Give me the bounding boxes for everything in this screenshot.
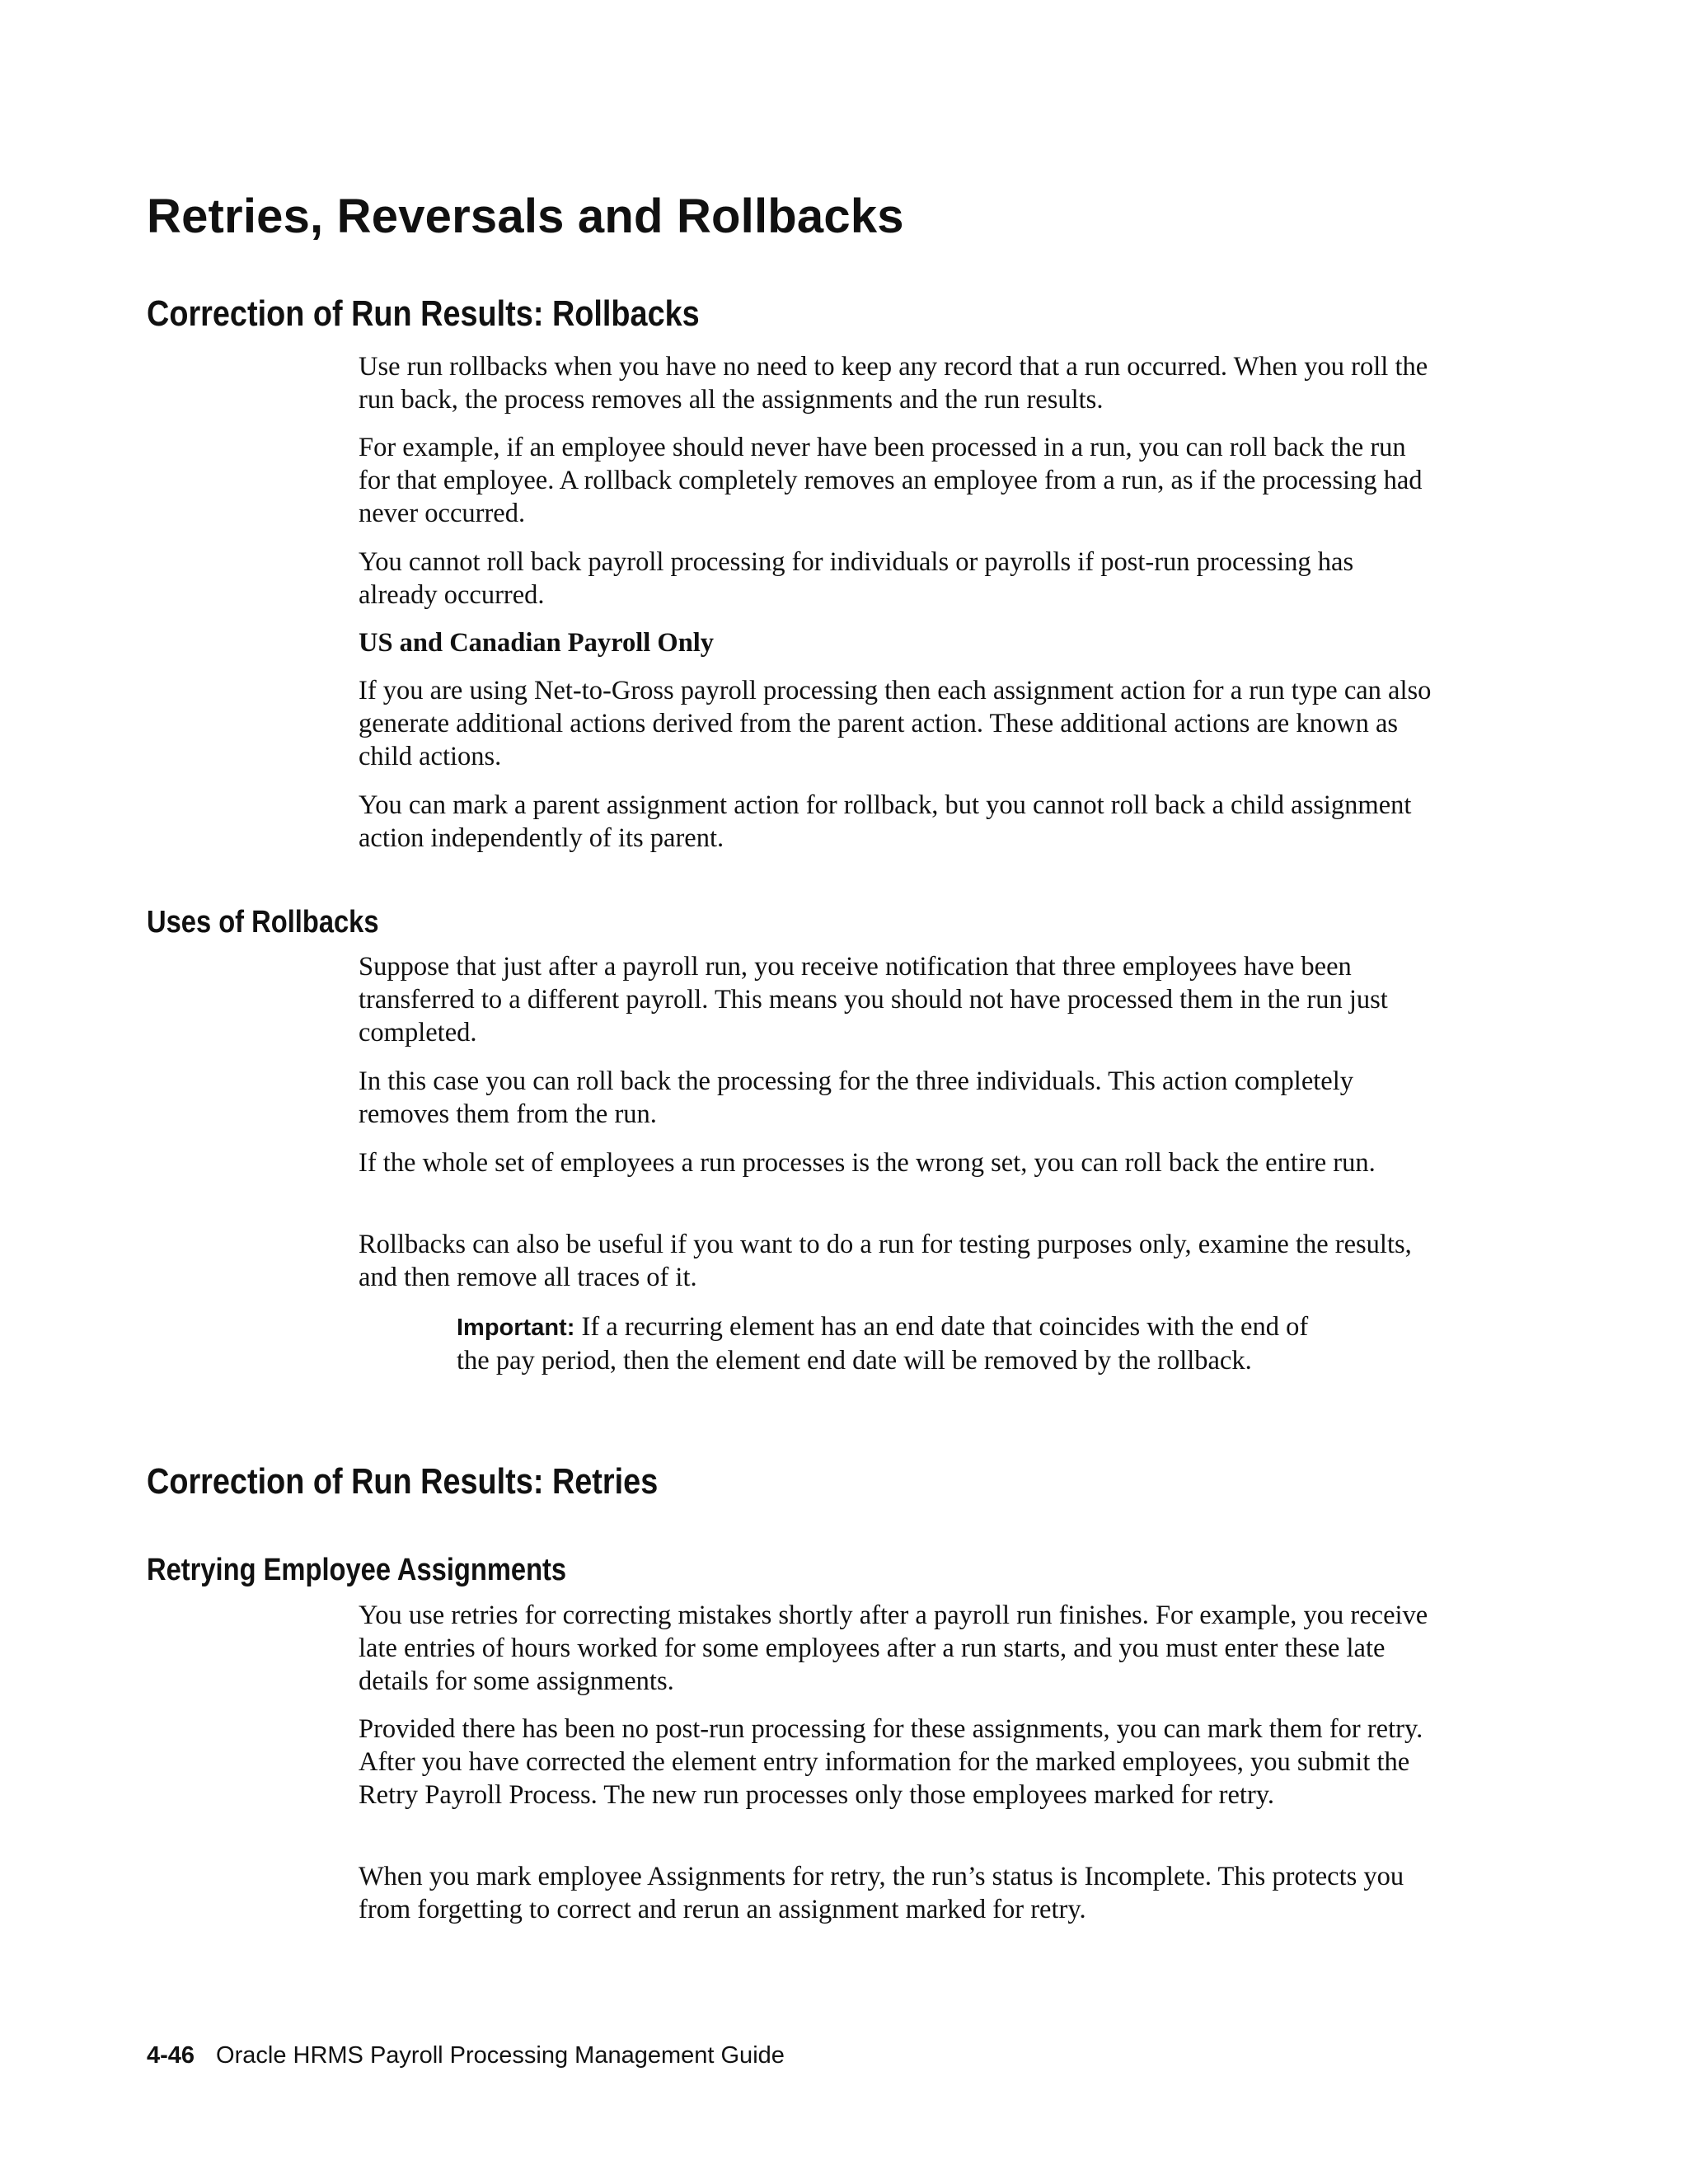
important-note-text: If a recurring element has an end date that coincides with the end of the pay period, then the element end date will be removed by the rollback.	[457, 1312, 1309, 1376]
paragraph: Suppose that just after a payroll run, you receive notification that three employees have been transferred to a different payroll. This means you should not have processed them in the run just completed.	[359, 952, 1388, 1047]
paragraph: Use run rollbacks when you have no need to keep any record that a run occurred. When you roll the run back, the process removes all the assignments and the run results.	[359, 352, 1428, 415]
paragraph: Rollbacks can also be useful if you want to do a run for testing purposes only, examine the results, and then remove all traces of it.	[359, 1230, 1412, 1292]
section-heading-retries: Correction of Run Results: Retries	[147, 1461, 659, 1502]
paragraph: You cannot roll back payroll processing for individuals or payrolls if post-run processing has already occurred.	[359, 547, 1354, 610]
subheading-us-canadian: US and Canadian Payroll Only	[359, 628, 715, 658]
paragraph: You can mark a parent assignment action for rollback, but you cannot roll back a child assignment action independently of its parent.	[359, 790, 1412, 853]
paragraph: If the whole set of employees a run processes is the wrong set, you can roll back the entire run.	[359, 1148, 1376, 1178]
section-heading-rollbacks: Correction of Run Results: Rollbacks	[147, 293, 700, 334]
paragraph: You use retries for correcting mistakes shortly after a payroll run finishes. For example, you receive late entries of hours worked for some employees after a run starts, and you must enter these late details for some assignments.	[359, 1601, 1428, 1696]
section-heading-retrying-assignments: Retrying Employee Assignments	[147, 1553, 567, 1587]
paragraph: In this case you can roll back the processing for the three individuals. This action completely removes them from the run.	[359, 1066, 1353, 1129]
chapter-title: Retries, Reversals and Rollbacks	[147, 190, 904, 243]
paragraph: Provided there has been no post-run processing for these assignments, you can mark them for retry. After you have corrected the element entry information for the marked employees, you submit the Retry Payroll Process. The new run processes only those employees marked for retry.	[359, 1714, 1423, 1810]
page-footer	[147, 2041, 785, 2070]
footer-page-number: 4-46	[147, 2042, 195, 2069]
section-heading-uses-of-rollbacks: Uses of Rollbacks	[147, 905, 379, 940]
paragraph: If you are using Net-to-Gross payroll processing then each assignment action for a run type can also generate additional actions derived from the parent action. These additional actions are known as child actions.	[359, 676, 1432, 771]
paragraph: For example, if an employee should never have been processed in a run, you can roll back the run for that employee. A rollback completely removes an employee from a run, as if the processing had never occurred.	[359, 433, 1423, 528]
footer-book-title: Oracle HRMS Payroll Processing Management Guide	[216, 2042, 785, 2069]
important-note-label: Important:	[457, 1315, 575, 1341]
paragraph: When you mark employee Assignments for retry, the run’s status is Incomplete. This protects you from forgetting to correct and rerun an assignment marked for retry.	[359, 1862, 1404, 1924]
important-note	[457, 1310, 1347, 1377]
